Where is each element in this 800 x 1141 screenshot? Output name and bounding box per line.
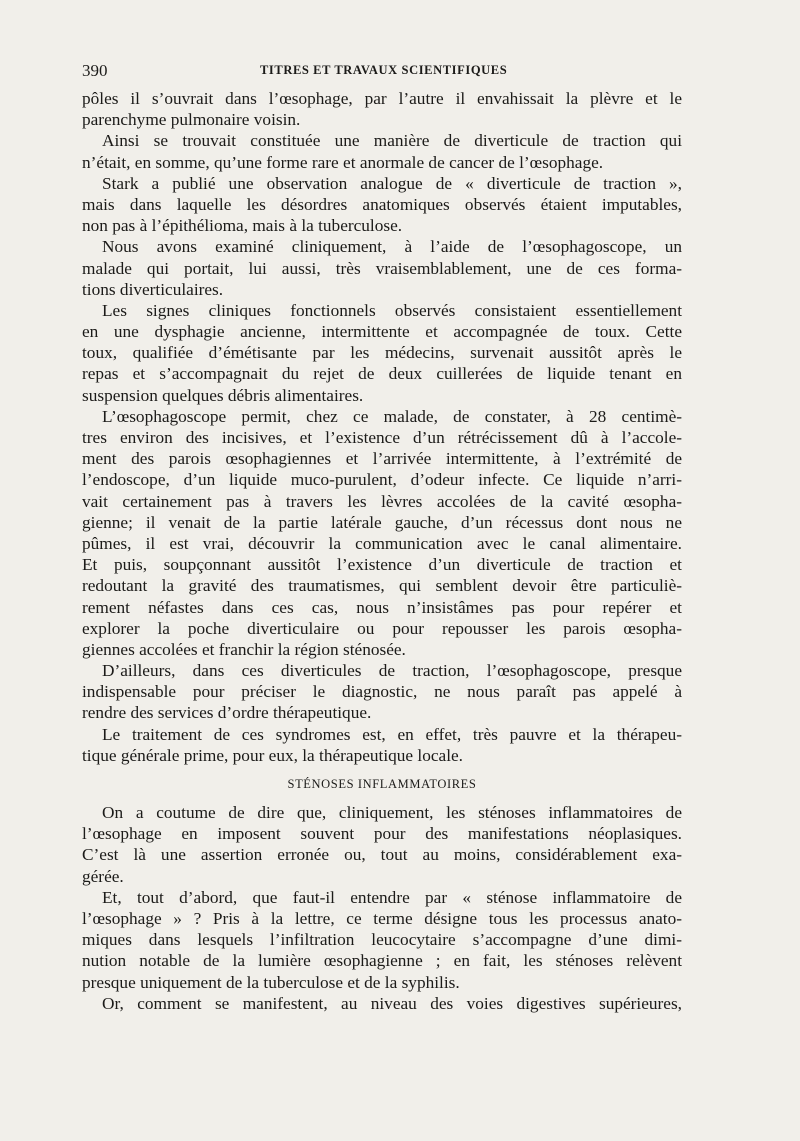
text-line: l’endoscope, d’un liquide muco-purulent, d’odeur infecte. Ce liquide n’arri- bbox=[82, 470, 682, 490]
text-line: giennes accolées et franchir la région sténosée. bbox=[82, 639, 406, 659]
text-line: gérée. bbox=[82, 866, 124, 886]
text-line: L’œsophagoscope permit, chez ce malade, de constater, à 28 centimè- bbox=[102, 406, 682, 426]
page-body bbox=[82, 88, 682, 1014]
text-line: toux, qualifiée d’émétisante par les médecins, survenait aussitôt après le bbox=[82, 343, 682, 363]
text-line: Le traitement de ces syndromes est, en effet, très pauvre et la thérapeu- bbox=[102, 724, 682, 744]
text-line: repas et s’accompagnait du rejet de deux cuillerées de liquide tenant en bbox=[82, 364, 682, 384]
text-line: rement néfastes dans ces cas, nous n’insistâmes pas pour repérer et bbox=[82, 597, 682, 617]
running-title: TITRES ET TRAVAUX SCIENTIFIQUES bbox=[260, 63, 508, 77]
text-block-after-heading bbox=[82, 802, 682, 1014]
text-line: malade qui portait, lui aussi, très vraisemblablement, une de ces forma- bbox=[82, 258, 682, 278]
text-line: tions diverticulaires. bbox=[82, 279, 224, 299]
text-line: rendre des services d’ordre thérapeutique. bbox=[82, 703, 372, 723]
text-line: Or, comment se manifestent, au niveau des voies digestives supérieures, bbox=[102, 993, 682, 1013]
text-line: explorer la poche diverticulaire ou pour repousser les parois œsopha- bbox=[82, 618, 682, 638]
text-line: tique générale prime, pour eux, la thérapeutique locale. bbox=[82, 745, 463, 765]
text-line: mais dans laquelle les désordres anatomiques observés étaient imputables, bbox=[82, 194, 682, 214]
text-line: Nous avons examiné cliniquement, à l’aide de l’œsophagoscope, un bbox=[102, 237, 682, 257]
text-line: redoutant la gravité des traumatismes, qui semblent devoir être particuliè- bbox=[82, 576, 682, 596]
text-line: nution notable de la lumière œsophagienne ; en fait, les sténoses relèvent bbox=[82, 951, 682, 971]
page-header bbox=[82, 61, 682, 81]
text-line: C’est là une assertion erronée ou, tout au moins, considérablement exa- bbox=[82, 845, 682, 865]
text-line: parenchyme pulmonaire voisin. bbox=[82, 110, 301, 130]
text-line: l’œsophage en imposent souvent pour des manifestations néoplasiques. bbox=[82, 824, 682, 844]
text-line: tres environ des incisives, et l’existence d’un rétrécissement dû à l’accole- bbox=[82, 428, 682, 447]
text-block-before-heading bbox=[82, 88, 682, 766]
text-line: vait certainement pas à travers les lèvres accolées de la cavité œsopha- bbox=[82, 491, 682, 511]
text-line: n’était, en somme, qu’une forme rare et anormale de cancer de l’œsophage. bbox=[82, 152, 604, 172]
text-line: indispensable pour préciser le diagnostic, ne nous paraît pas appelé à bbox=[82, 682, 682, 702]
text-line: Ainsi se trouvait constituée une manière de diverticule de traction qui bbox=[102, 131, 682, 151]
text-line: gienne; il venait de la partie latérale gauche, d’un récessus dont nous ne bbox=[82, 512, 682, 532]
text-line: Les signes cliniques fonctionnels observés consistaient essentiellement bbox=[102, 300, 682, 320]
text-line: presque uniquement de la tuberculose et de la syphilis. bbox=[82, 972, 460, 992]
page-number: 390 bbox=[82, 61, 108, 80]
text-line: miques dans lesquels l’infiltration leucocytaire s’accompagne d’une dimi- bbox=[82, 930, 682, 950]
text-line: ment des parois œsophagiennes et l’arrivée intermittente, à l’extrémité de bbox=[82, 449, 682, 469]
text-line: pôles il s’ouvrait dans l’œsophage, par l’autre il envahissait la plèvre et le bbox=[82, 89, 682, 108]
text-line: Et, tout d’abord, que faut-il entendre par « sténose inflammatoire de bbox=[102, 887, 682, 907]
text-line: l’œsophage » ? Pris à la lettre, ce terme désigne tous les processus anato- bbox=[82, 908, 682, 928]
text-line: non pas à l’épithélioma, mais à la tuberculose. bbox=[82, 216, 403, 236]
text-line: en une dysphagie ancienne, intermittente et accompagnée de toux. Cette bbox=[82, 322, 682, 342]
text-line: pûmes, il est vrai, découvrir la communication avec le canal alimentaire. bbox=[82, 533, 682, 553]
section-heading: STÉNOSES INFLAMMATOIRES bbox=[287, 777, 477, 791]
text-line: On a coutume de dire que, cliniquement, les sténoses inflammatoires de bbox=[102, 803, 682, 822]
text-line: D’ailleurs, dans ces diverticules de traction, l’œsophagoscope, presque bbox=[102, 661, 682, 681]
text-line: suspension quelques débris alimentaires. bbox=[82, 385, 364, 405]
text-line: Et puis, soupçonnant aussitôt l’existence d’un diverticule de traction et bbox=[82, 555, 682, 575]
text-line: Stark a publié une observation analogue de « diverticule de traction », bbox=[102, 173, 682, 193]
